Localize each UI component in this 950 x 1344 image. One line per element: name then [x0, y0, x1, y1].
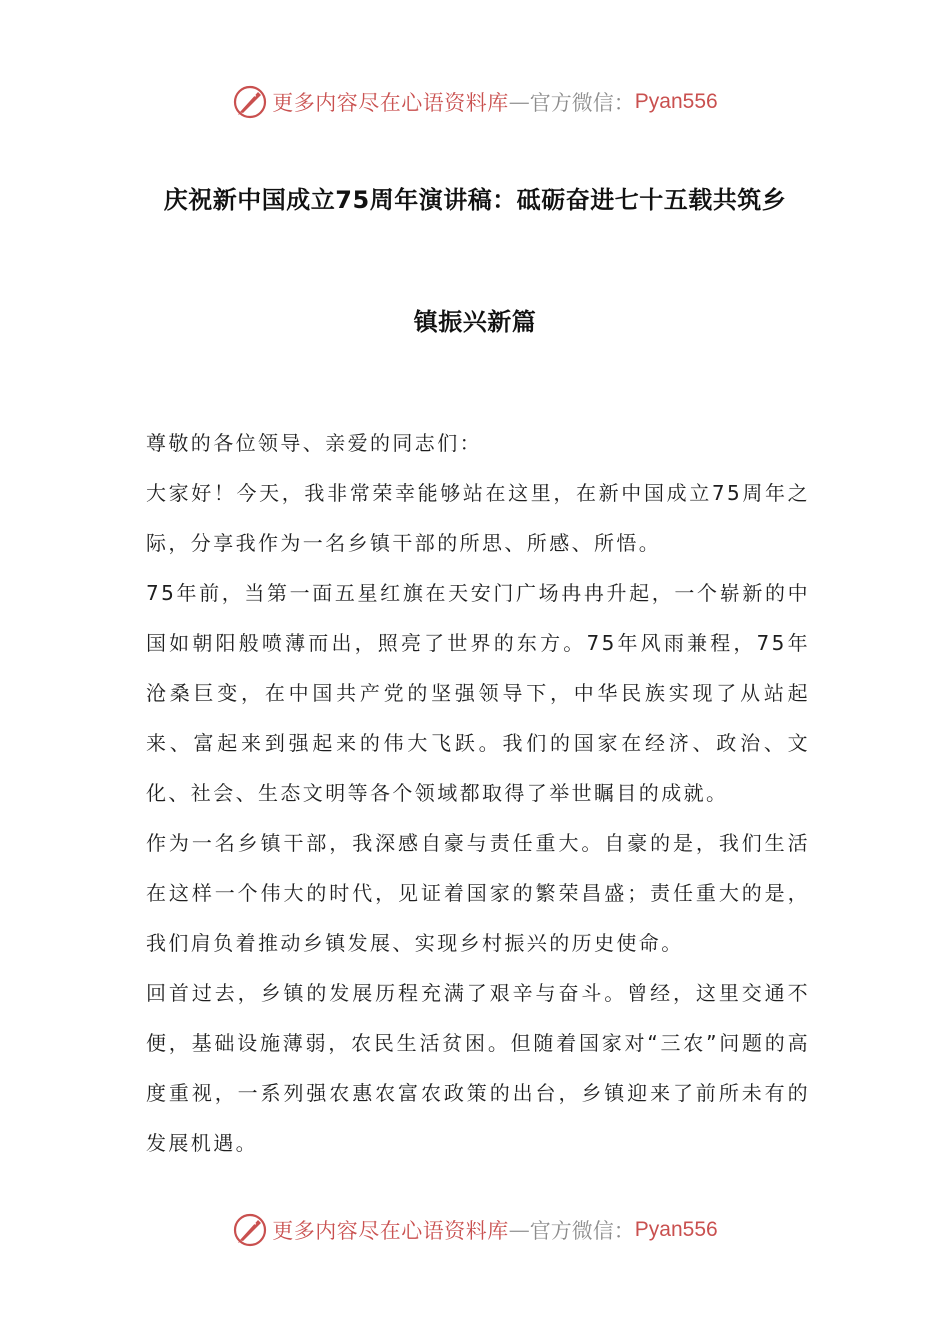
document-body	[146, 418, 810, 1168]
paragraph: 回首过去，乡镇的发展历程充满了艰辛与奋斗。曾经，这里交通不便，基础设施薄弱，农民生活贫困。但随着国家对“三农”问题的高度重视，一系列强农惠农富农政策的出台，乡镇迎来了前所未有的发展机遇。	[146, 981, 810, 1155]
banner-wechat-label: 官方微信：	[529, 91, 635, 115]
banner-site-text: 更多内容尽在心语资料库	[272, 1219, 509, 1243]
quill-pen-logo-icon	[232, 1212, 268, 1248]
quill-pen-logo-icon	[232, 84, 268, 120]
paragraph-salutation: 尊敬的各位领导、亲爱的同志们：	[146, 431, 482, 455]
banner-site-text: 更多内容尽在心语资料库	[272, 91, 509, 115]
paragraph: 75年前，当第一面五星红旗在天安门广场冉冉升起，一个崭新的中国如朝阳般喷薄而出，照亮了世界的东方。75年风雨兼程，75年沧桑巨变，在中国共产党的坚强领导下，中华民族实现了从站起来、富起来到强起来的伟大飞跃。我们的国家在经济、政治、文化、社会、生态文明等各个领域都取得了举世瞩目的成就。	[146, 581, 810, 805]
banner-wechat-id: Pyan556	[634, 90, 718, 113]
document-title-line-1: 庆祝新中国成立75周年演讲稿：砥砺奋进七十五载共筑乡	[163, 186, 787, 214]
banner-separator: —	[508, 90, 530, 114]
paragraph: 作为一名乡镇干部，我深感自豪与责任重大。自豪的是，我们生活在这样一个伟大的时代，见证着国家的繁荣昌盛；责任重大的是，我们肩负着推动乡镇发展、实现乡村振兴的历史使命。	[146, 831, 810, 955]
header-watermark-banner	[0, 82, 950, 122]
document-title-line-2: 镇振兴新篇	[413, 308, 537, 336]
banner-wechat-id: Pyan556	[634, 1218, 718, 1241]
paragraph: 大家好！今天，我非常荣幸能够站在这里，在新中国成立75周年之际，分享我作为一名乡镇干部的所思、所感、所悟。	[146, 481, 810, 555]
banner-wechat-label: 官方微信：	[529, 1219, 635, 1243]
banner-separator: —	[508, 1218, 530, 1242]
footer-watermark-banner	[0, 1210, 950, 1250]
